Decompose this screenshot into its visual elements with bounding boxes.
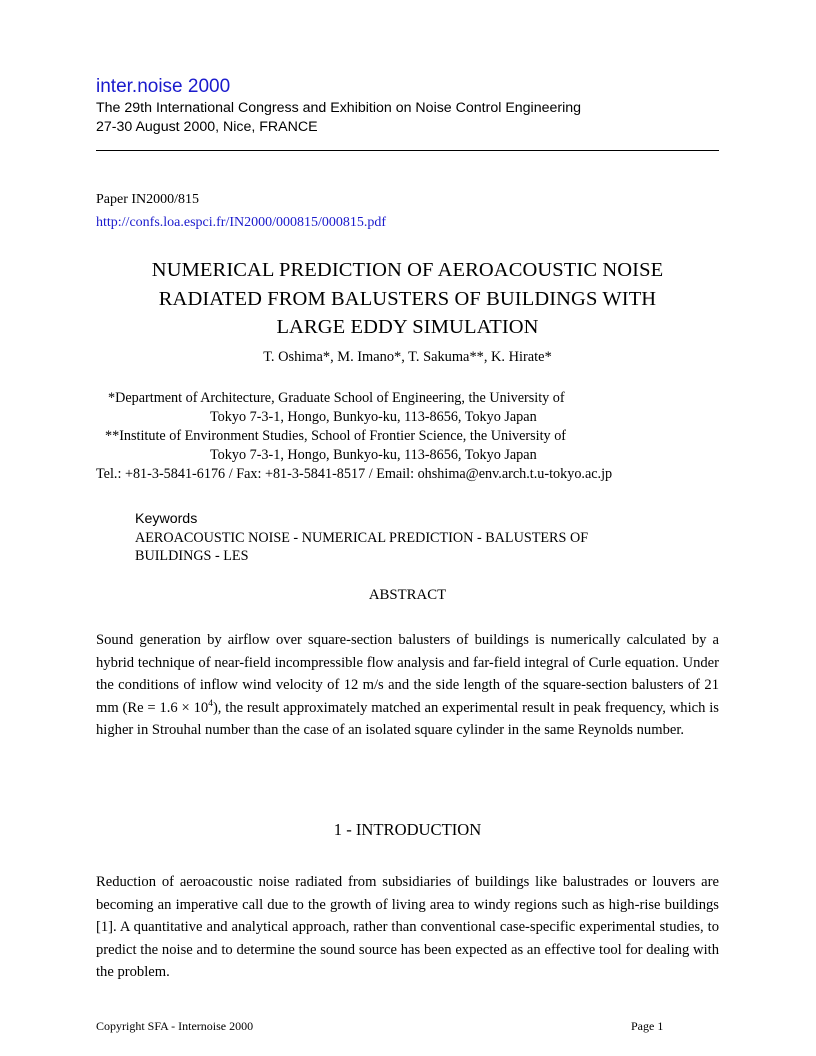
paper-id: Paper IN2000/815	[96, 192, 200, 207]
affiliation-line: **Institute of Environment Studies, School of Frontier Science, the University of	[105, 428, 567, 444]
paper-title	[96, 256, 719, 342]
conference-subtitle: The 29th International Congress and Exhibition on Noise Control Engineering	[96, 100, 582, 116]
title-line: RADIATED FROM BALUSTERS OF BUILDINGS WITH	[158, 287, 657, 310]
abstract-superscript: 4	[208, 698, 213, 709]
keywords-block	[135, 510, 588, 566]
paper-url-link[interactable]: http://confs.loa.espci.fr/IN2000/000815/000815.pdf	[96, 215, 387, 230]
section-heading-introduction: 1 - INTRODUCTION	[333, 820, 482, 839]
introduction-text: Reduction of aeroacoustic noise radiated from subsidiaries of buildings like balustrades or louvers are becoming an imperative call due to the growth of living area to windy regions such as high-rise buildings [1]. A quantitative and analytical approach, rather than conventional case-specific experimental studies, to predict the noise and to determine the sound source has been expected as an effective tool for dealing with the problem.	[96, 874, 719, 980]
abstract-text-part: ), the result approximately matched an experimental result in peak frequency, which is higher in Strouhal number than the case of an isolated square cylinder in the same Reynolds number.	[96, 699, 719, 738]
abstract-heading: ABSTRACT	[368, 587, 447, 603]
contact-line: Tel.: +81-3-5841-6176 / Fax: +81-3-5841-8517 / Email: ohshima@env.arch.t.u-tokyo.ac.jp	[96, 466, 613, 482]
title-line: NUMERICAL PREDICTION OF AEROACOUSTIC NOISE	[151, 259, 664, 281]
keywords-label: Keywords	[135, 511, 198, 527]
keywords-line: BUILDINGS - LES	[135, 548, 249, 564]
conference-title: inter.noise 2000	[96, 76, 231, 97]
footer-copyright: Copyright SFA - Internoise 2000	[96, 1019, 254, 1033]
title-line: LARGE EDDY SIMULATION	[276, 316, 539, 338]
header-divider	[96, 150, 719, 151]
keywords-line: AEROACOUSTIC NOISE - NUMERICAL PREDICTION - BALUSTERS OF	[135, 529, 589, 546]
affiliation-line: *Department of Architecture, Graduate School of Engineering, the University of	[108, 390, 565, 406]
abstract-text	[96, 629, 719, 742]
affiliation-line: Tokyo 7-3-1, Hongo, Bunkyo-ku, 113-8656, Tokyo Japan	[210, 447, 537, 463]
conference-dates: 27-30 August 2000, Nice, FRANCE	[96, 119, 318, 135]
footer-page-number: Page 1	[631, 1019, 664, 1033]
authors: T. Oshima*, M. Imano*, T. Sakuma**, K. Hirate*	[263, 349, 552, 365]
affiliation-line: Tokyo 7-3-1, Hongo, Bunkyo-ku, 113-8656, Tokyo Japan	[210, 409, 537, 425]
abstract-text-part: Sound generation by airflow over square-section balusters of buildings is numerically calculated by a hybrid technique of near-field incompressible flow analysis and far-field integral of Curle equation. Under the conditions of inflow wind velocity of 12 m/s and the side length of the square-section balusters of 21 mm (Re = 1.6 × 10	[96, 632, 719, 716]
